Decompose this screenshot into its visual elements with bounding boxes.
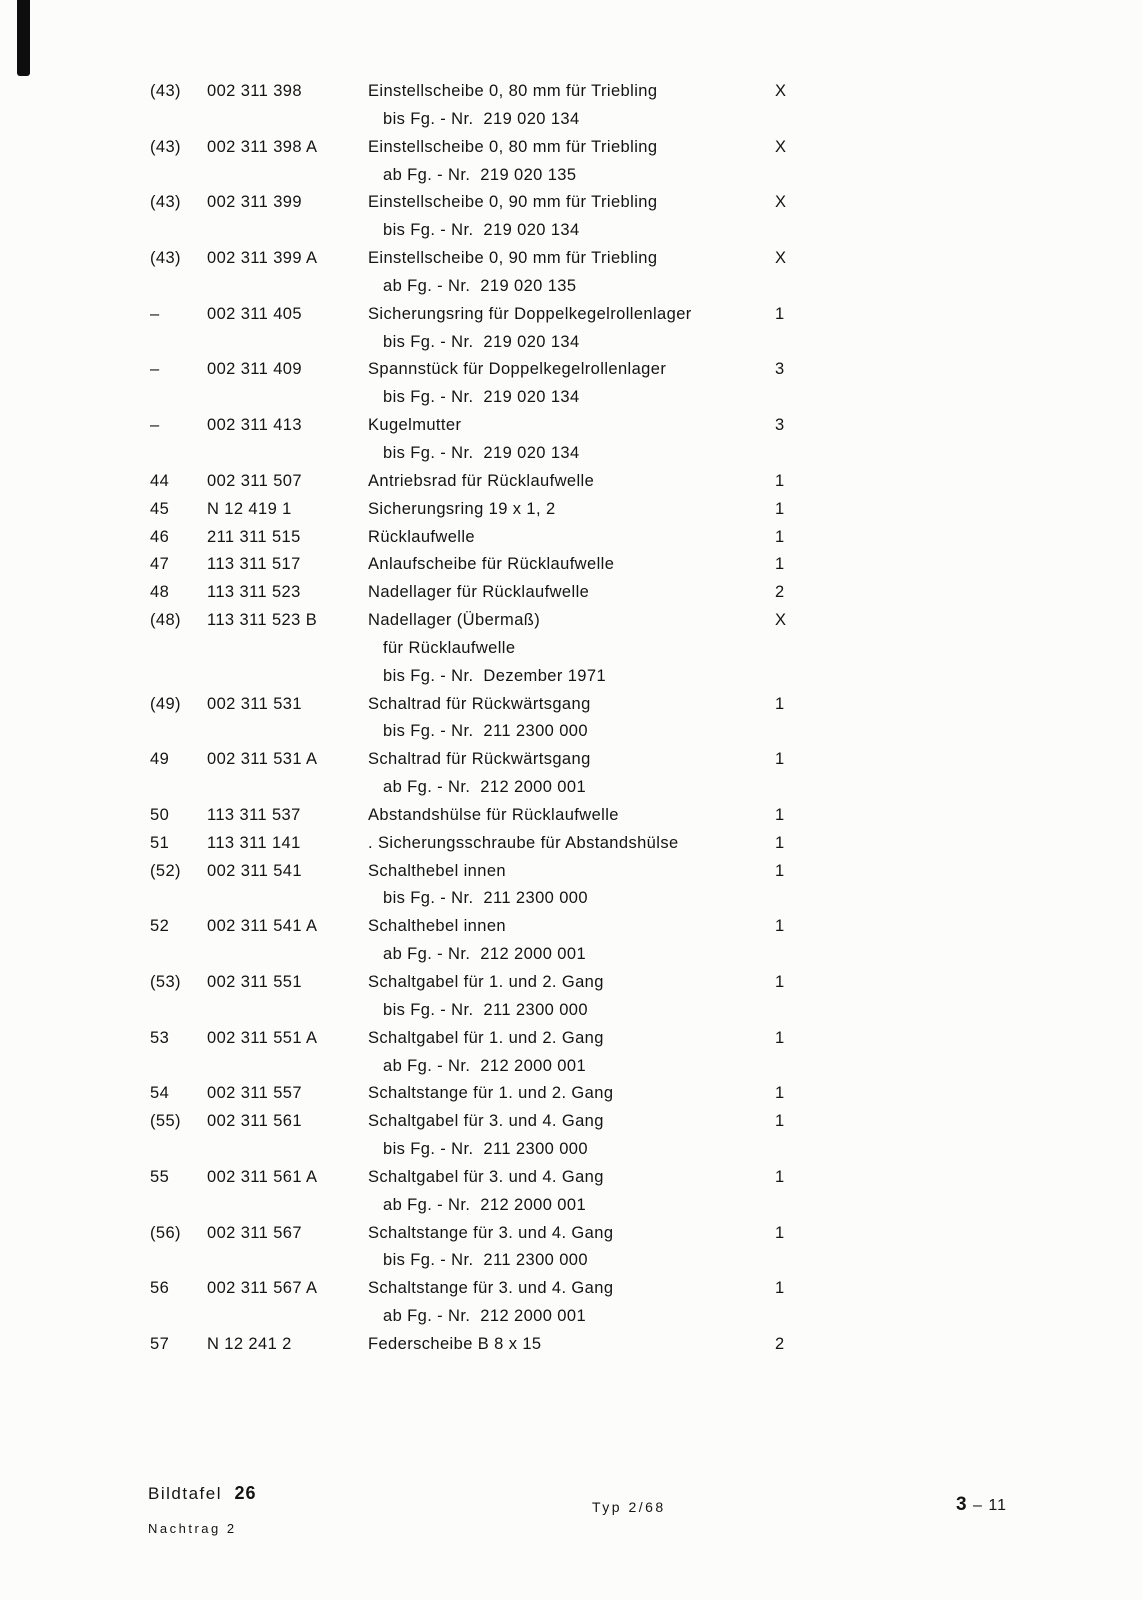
table-row (0, 1136, 1142, 1164)
part-number: 002 311 398 (207, 82, 302, 100)
table-row (0, 830, 1142, 858)
part-number: 002 311 531 A (207, 750, 318, 769)
part-description: bis Fg. - Nr. 219 020 134 (383, 332, 580, 351)
table-row (0, 217, 1142, 245)
part-quantity: 1 (775, 833, 785, 852)
part-quantity: 1 (775, 527, 785, 546)
part-number: 002 311 531 (207, 694, 302, 713)
table-row (0, 356, 1142, 384)
part-position: 53 (150, 1028, 170, 1047)
scan-artifact-mark (17, 0, 30, 76)
table-row (0, 301, 1142, 329)
table-row (0, 1331, 1142, 1359)
table-row (0, 384, 1142, 412)
part-position: 47 (150, 555, 170, 574)
part-description: Einstellscheibe 0, 90 mm für Triebling (368, 193, 658, 212)
part-number: 002 311 551 (207, 973, 302, 991)
part-quantity: 1 (775, 499, 785, 518)
table-row (0, 941, 1142, 969)
part-description: bis Fg. - Nr. 219 020 134 (383, 443, 580, 462)
table-row (0, 189, 1142, 217)
part-number: 113 311 141 (207, 833, 301, 852)
plate-label: Bildtafel (148, 1484, 222, 1503)
part-position: 51 (150, 833, 170, 852)
part-number: 002 311 557 (207, 1084, 302, 1103)
table-row (0, 1247, 1142, 1275)
table-row (0, 802, 1142, 830)
part-quantity: X (775, 137, 787, 156)
table-row (0, 1220, 1142, 1248)
table-row (0, 245, 1142, 273)
part-position: 45 (150, 499, 170, 518)
part-number: 113 311 517 (207, 555, 301, 574)
page-section: 3 (956, 1494, 968, 1515)
part-position: 56 (150, 1279, 170, 1298)
part-number: 113 311 523 (207, 583, 301, 602)
part-description: für Rücklaufwelle (383, 638, 516, 657)
part-number: 113 311 537 (207, 805, 301, 824)
table-row (0, 468, 1142, 496)
part-position: (55) (150, 1112, 181, 1131)
part-quantity: 1 (775, 471, 785, 490)
part-quantity: 1 (775, 1112, 785, 1131)
part-position: (52) (150, 861, 181, 880)
part-description: ab Fg. - Nr. 212 2000 001 (383, 945, 587, 964)
supplement-label: Nachtrag 2 (148, 1521, 237, 1536)
part-description: bis Fg. - Nr. 211 2300 000 (383, 1000, 588, 1019)
part-description: Sicherungsring für Doppelkegelrollenlager (368, 304, 692, 323)
plate-reference (148, 1483, 256, 1504)
part-quantity: 1 (775, 750, 785, 769)
part-number: 002 311 405 (207, 304, 302, 323)
part-number: 002 311 541 (207, 861, 302, 880)
part-quantity: X (775, 249, 787, 268)
part-position: (43) (150, 249, 181, 268)
table-row (0, 1192, 1142, 1220)
part-description: Rücklaufwelle (368, 527, 475, 546)
part-number: 002 311 398 A (207, 137, 318, 156)
part-description: . Sicherungsschraube für Abstandshülse (368, 833, 679, 852)
part-number: 002 311 567 (207, 1223, 302, 1242)
table-row (0, 329, 1142, 357)
part-description: Antriebsrad für Rücklaufwelle (368, 471, 595, 490)
table-row (0, 1053, 1142, 1081)
plate-number: 26 (234, 1483, 257, 1503)
part-description: ab Fg. - Nr. 212 2000 001 (383, 1056, 587, 1075)
part-description: bis Fg. - Nr. 211 2300 000 (383, 1251, 588, 1270)
part-description: Federscheibe B 8 x 15 (368, 1334, 542, 1353)
table-row (0, 663, 1142, 691)
part-quantity: X (775, 193, 787, 212)
part-number: 002 311 399 A (207, 249, 318, 268)
part-position: (48) (150, 611, 181, 630)
part-description: ab Fg. - Nr. 212 2000 001 (383, 1307, 587, 1326)
table-row (0, 885, 1142, 913)
part-description: Einstellscheibe 0, 90 mm für Triebling (368, 249, 658, 268)
table-row (0, 412, 1142, 440)
part-description: ab Fg. - Nr. 212 2000 001 (383, 1195, 587, 1214)
part-description: Schaltstange für 1. und 2. Gang (368, 1084, 614, 1103)
table-row (0, 1025, 1142, 1053)
part-description: bis Fg. - Nr. 211 2300 000 (383, 722, 588, 741)
part-description: Einstellscheibe 0, 80 mm für Triebling (368, 137, 658, 156)
part-description: bis Fg. - Nr. 219 020 134 (383, 109, 580, 128)
part-quantity: 1 (775, 1167, 785, 1186)
part-description: Schaltrad für Rückwärtsgang (368, 750, 591, 769)
part-position: (43) (150, 193, 181, 212)
part-number: 002 311 399 (207, 193, 302, 212)
table-row (0, 774, 1142, 802)
part-position: 52 (150, 917, 170, 936)
part-description: bis Fg. - Nr. 219 020 134 (383, 388, 580, 407)
part-description: Abstandshülse für Rücklaufwelle (368, 805, 619, 824)
part-number: N 12 419 1 (207, 499, 292, 518)
part-position: 46 (150, 527, 170, 546)
part-description: ab Fg. - Nr. 219 020 135 (383, 165, 577, 184)
table-row (0, 440, 1142, 468)
part-description: Schaltgabel für 1. und 2. Gang (368, 973, 604, 991)
part-number: 002 311 507 (207, 471, 302, 490)
table-row (0, 273, 1142, 301)
table-row (0, 524, 1142, 552)
part-quantity: 1 (775, 805, 785, 824)
part-position: (43) (150, 82, 181, 100)
part-quantity: 1 (775, 861, 785, 880)
part-description: Schaltstange für 3. und 4. Gang (368, 1279, 614, 1298)
table-row (0, 969, 1142, 997)
table-row (0, 134, 1142, 162)
part-quantity: 2 (775, 583, 785, 602)
table-row (0, 746, 1142, 774)
part-position: (53) (150, 973, 181, 991)
part-description: Einstellscheibe 0, 80 mm für Triebling (368, 82, 658, 100)
part-number: 211 311 515 (207, 527, 301, 546)
part-number: 002 311 413 (207, 416, 302, 435)
part-number: 002 311 567 A (207, 1279, 318, 1298)
type-label: Typ 2/68 (592, 1499, 666, 1515)
table-row (0, 106, 1142, 134)
part-number: 002 311 561 A (207, 1167, 318, 1186)
part-description: Schaltgabel für 1. und 2. Gang (368, 1028, 604, 1047)
part-quantity: 1 (775, 555, 785, 574)
part-description: Schaltrad für Rückwärtsgang (368, 694, 591, 713)
part-description: Schaltgabel für 3. und 4. Gang (368, 1112, 604, 1131)
part-quantity: 1 (775, 917, 785, 936)
parts-table (0, 78, 1142, 1359)
part-description: Anlaufscheibe für Rücklaufwelle (368, 555, 615, 574)
part-description: Kugelmutter (368, 416, 462, 435)
part-position: 48 (150, 583, 170, 602)
table-row (0, 496, 1142, 524)
part-description: Schaltgabel für 3. und 4. Gang (368, 1167, 604, 1186)
table-row (0, 78, 1142, 106)
part-position: 50 (150, 805, 170, 824)
part-description: Schalthebel innen (368, 861, 506, 880)
table-row (0, 551, 1142, 579)
part-description: bis Fg. - Nr. 211 2300 000 (383, 889, 588, 908)
table-row (0, 913, 1142, 941)
table-row (0, 1303, 1142, 1331)
table-row (0, 635, 1142, 663)
part-quantity: 3 (775, 416, 785, 435)
table-row (0, 1275, 1142, 1303)
part-description: Schaltstange für 3. und 4. Gang (368, 1223, 614, 1242)
part-description: ab Fg. - Nr. 219 020 135 (383, 276, 577, 295)
part-position: 57 (150, 1334, 170, 1353)
table-row (0, 1164, 1142, 1192)
part-description: Nadellager (Übermaß) (368, 611, 541, 630)
table-row (0, 691, 1142, 719)
table-row (0, 858, 1142, 886)
table-row (0, 997, 1142, 1025)
part-quantity: 1 (775, 1279, 785, 1298)
part-position: (49) (150, 694, 181, 713)
part-quantity: 3 (775, 360, 785, 379)
part-position: 44 (150, 471, 170, 490)
part-description: Schalthebel innen (368, 917, 506, 936)
part-description: bis Fg. - Nr. 211 2300 000 (383, 1140, 588, 1159)
part-position: 54 (150, 1084, 170, 1103)
page-number (956, 1494, 1007, 1516)
part-position: 49 (150, 750, 170, 769)
table-row (0, 162, 1142, 190)
part-description: ab Fg. - Nr. 212 2000 001 (383, 778, 587, 797)
part-quantity: 1 (775, 973, 785, 991)
part-number: 002 311 561 (207, 1112, 302, 1131)
part-quantity: 1 (775, 694, 785, 713)
part-quantity: 1 (775, 1223, 785, 1242)
part-description: bis Fg. - Nr. Dezember 1971 (383, 666, 607, 685)
part-quantity: X (775, 82, 787, 100)
part-position: 55 (150, 1167, 170, 1186)
part-position: – (150, 416, 160, 435)
part-description: Sicherungsring 19 x 1, 2 (368, 499, 556, 518)
part-description: Spannstück für Doppelkegelrollenlager (368, 360, 667, 379)
part-number: 002 311 541 A (207, 917, 318, 936)
table-row (0, 718, 1142, 746)
table-row (0, 1080, 1142, 1108)
part-quantity: 1 (775, 304, 785, 323)
part-quantity: 1 (775, 1028, 785, 1047)
part-number: N 12 241 2 (207, 1334, 292, 1353)
part-position: (43) (150, 137, 181, 156)
part-quantity: 2 (775, 1334, 785, 1353)
table-row (0, 607, 1142, 635)
part-position: – (150, 304, 160, 323)
part-number: 002 311 551 A (207, 1028, 318, 1047)
part-quantity: X (775, 611, 787, 630)
table-row (0, 579, 1142, 607)
part-number: 113 311 523 B (207, 611, 318, 630)
part-position: (56) (150, 1223, 181, 1242)
part-quantity: 1 (775, 1084, 785, 1103)
part-description: Nadellager für Rücklaufwelle (368, 583, 590, 602)
table-row (0, 1108, 1142, 1136)
page-rest: – 11 (967, 1497, 1007, 1514)
part-position: – (150, 360, 160, 379)
part-number: 002 311 409 (207, 360, 302, 379)
part-description: bis Fg. - Nr. 219 020 134 (383, 221, 580, 240)
